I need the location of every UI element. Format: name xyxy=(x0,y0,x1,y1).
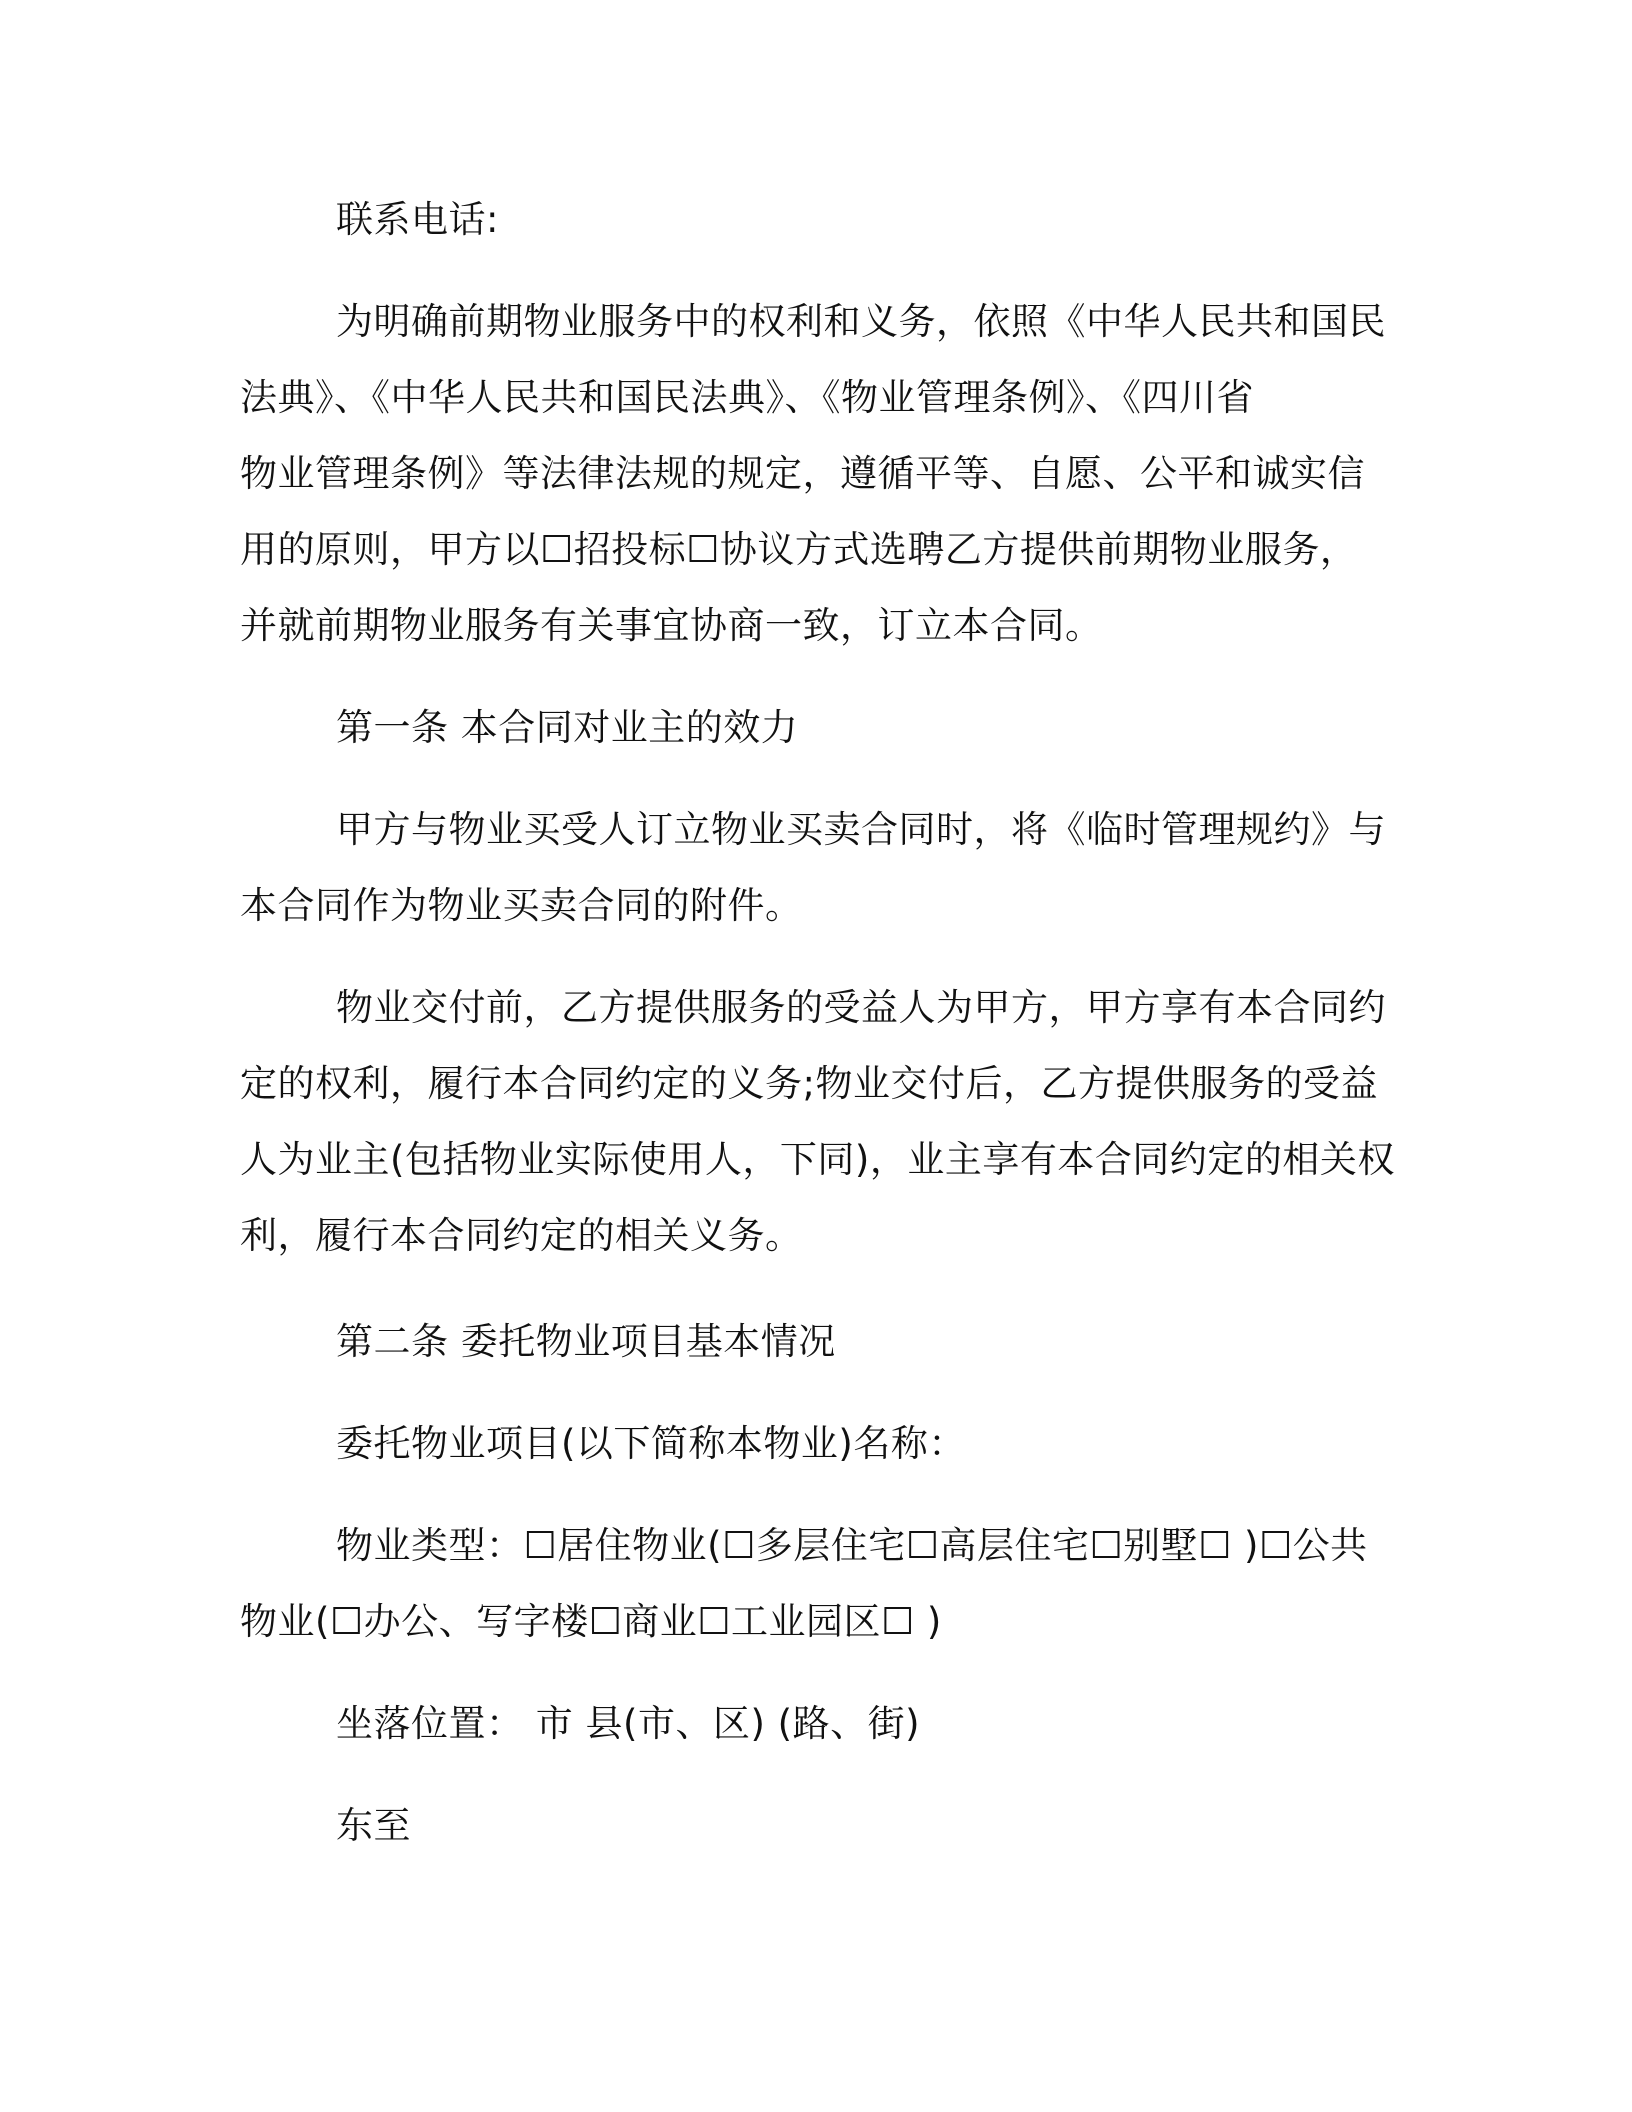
property-type-line-2: 物业(☐办公、写字楼☐商业☐工业园区☐ ) xyxy=(240,1600,942,1643)
preamble-line-5: 并就前期物业服务有关事宜协商一致，订立本合同。 xyxy=(240,604,1103,647)
east-boundary-field: 东至 xyxy=(336,1804,411,1847)
preamble-line-2: 法典》、《中华人民共和国民法典》、《物业管理条例》、《四川省 xyxy=(240,376,1254,419)
article-1-para-2-line-4: 利，履行本合同约定的相关义务。 xyxy=(240,1214,803,1257)
preamble-line-3: 物业管理条例》等法律法规的规定，遵循平等、自愿、公平和诚实信 xyxy=(240,452,1365,495)
article-1-para-2-line-2: 定的权利，履行本合同约定的义务;物业交付后，乙方提供服务的受益 xyxy=(240,1062,1378,1105)
article-2-heading: 第二条 委托物业项目基本情况 xyxy=(336,1320,836,1363)
article-1-para-2-line-3: 人为业主(包括物业实际使用人，下同)，业主享有本合同约定的相关权 xyxy=(240,1138,1395,1181)
article-1-para-1-line-1: 甲方与物业买受人订立物业买卖合同时，将《临时管理规约》与 xyxy=(336,808,1386,851)
location-field: 坐落位置： 市 县(市、区) (路、街) xyxy=(336,1702,921,1745)
article-1-para-1-line-2: 本合同作为物业买卖合同的附件。 xyxy=(240,884,803,927)
article-1-heading: 第一条 本合同对业主的效力 xyxy=(336,706,799,749)
property-type-line-1: 物业类型：☐居住物业(☐多层住宅☐高层住宅☐别墅☐ )☐公共 xyxy=(336,1524,1368,1567)
contact-phone-label: 联系电话: xyxy=(336,198,499,241)
article-1-para-2-line-1: 物业交付前，乙方提供服务的受益人为甲方，甲方享有本合同约 xyxy=(336,986,1386,1029)
preamble-line-4: 用的原则，甲方以☐招投标☐协议方式选聘乙方提供前期物业服务， xyxy=(240,528,1358,571)
property-name-field: 委托物业项目(以下简称本物业)名称： xyxy=(336,1422,966,1465)
preamble-line-1: 为明确前期物业服务中的权利和义务，依照《中华人民共和国民 xyxy=(336,300,1386,343)
